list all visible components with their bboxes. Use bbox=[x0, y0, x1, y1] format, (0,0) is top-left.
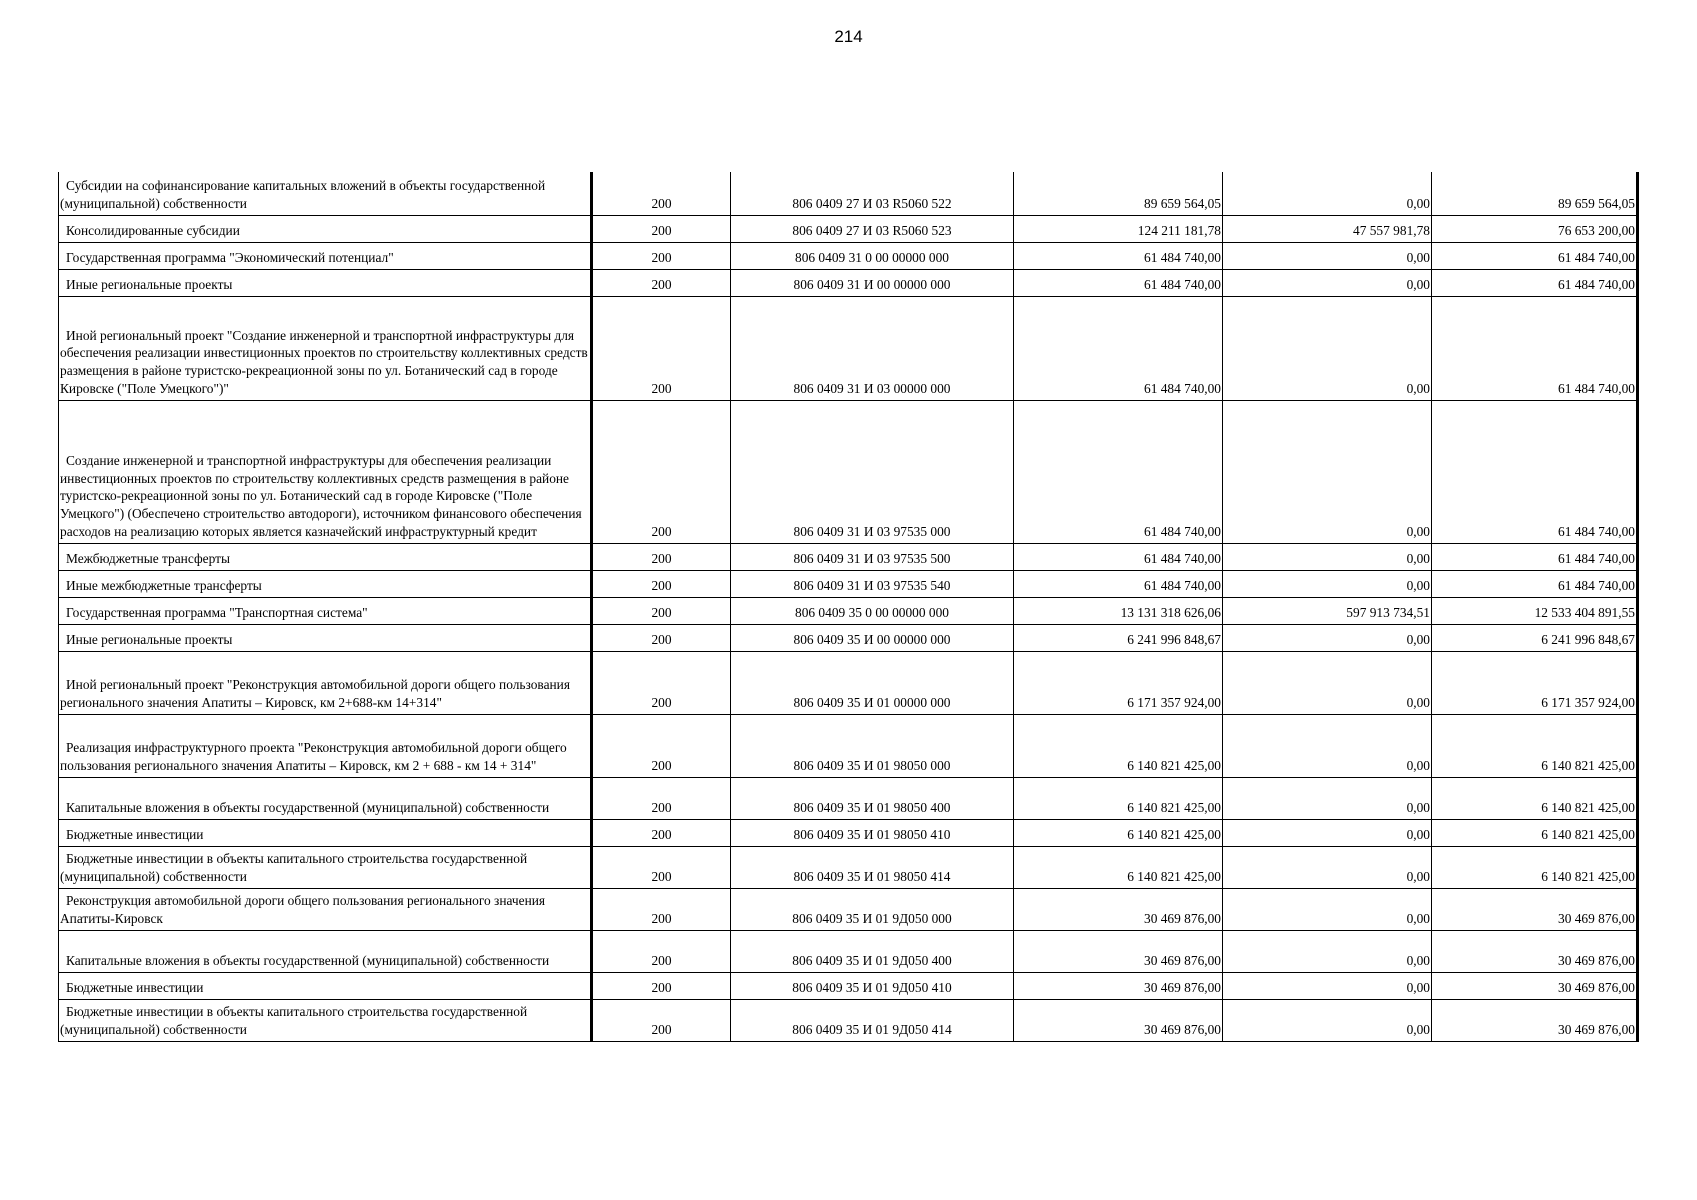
row-total: 61 484 740,00 bbox=[1432, 543, 1638, 570]
row-classification: 806 0409 27 И 03 R5060 522 bbox=[731, 172, 1014, 215]
row-name: Межбюджетные трансферты bbox=[59, 543, 592, 570]
row-amount: 61 484 740,00 bbox=[1014, 242, 1223, 269]
budget-table-body bbox=[59, 172, 1638, 1041]
row-total: 30 469 876,00 bbox=[1432, 972, 1638, 999]
table-row bbox=[59, 651, 1638, 714]
row-change: 0,00 bbox=[1223, 651, 1432, 714]
row-total: 61 484 740,00 bbox=[1432, 400, 1638, 543]
table-row bbox=[59, 972, 1638, 999]
row-total: 6 241 996 848,67 bbox=[1432, 624, 1638, 651]
row-code: 200 bbox=[592, 714, 731, 777]
row-amount: 6 171 357 924,00 bbox=[1014, 651, 1223, 714]
row-amount: 6 140 821 425,00 bbox=[1014, 777, 1223, 819]
row-name: Консолидированные субсидии bbox=[59, 215, 592, 242]
row-change: 0,00 bbox=[1223, 999, 1432, 1041]
row-amount: 124 211 181,78 bbox=[1014, 215, 1223, 242]
row-code: 200 bbox=[592, 819, 731, 846]
row-classification: 806 0409 35 И 01 9Д050 410 bbox=[731, 972, 1014, 999]
row-code: 200 bbox=[592, 269, 731, 296]
row-amount: 30 469 876,00 bbox=[1014, 930, 1223, 972]
table-row bbox=[59, 269, 1638, 296]
row-classification: 806 0409 35 0 00 00000 000 bbox=[731, 597, 1014, 624]
row-code: 200 bbox=[592, 888, 731, 930]
row-total: 61 484 740,00 bbox=[1432, 269, 1638, 296]
row-change: 0,00 bbox=[1223, 846, 1432, 888]
row-code: 200 bbox=[592, 972, 731, 999]
row-code: 200 bbox=[592, 651, 731, 714]
row-amount: 30 469 876,00 bbox=[1014, 888, 1223, 930]
table-row bbox=[59, 215, 1638, 242]
row-change: 0,00 bbox=[1223, 624, 1432, 651]
row-classification: 806 0409 35 И 00 00000 000 bbox=[731, 624, 1014, 651]
row-code: 200 bbox=[592, 597, 731, 624]
row-name: Бюджетные инвестиции bbox=[59, 972, 592, 999]
table-row bbox=[59, 819, 1638, 846]
row-total: 61 484 740,00 bbox=[1432, 570, 1638, 597]
table-row bbox=[59, 930, 1638, 972]
row-total: 76 653 200,00 bbox=[1432, 215, 1638, 242]
row-classification: 806 0409 35 И 01 9Д050 400 bbox=[731, 930, 1014, 972]
row-change: 0,00 bbox=[1223, 172, 1432, 215]
row-change: 0,00 bbox=[1223, 972, 1432, 999]
row-change: 0,00 bbox=[1223, 570, 1432, 597]
row-total: 30 469 876,00 bbox=[1432, 930, 1638, 972]
row-total: 61 484 740,00 bbox=[1432, 242, 1638, 269]
row-classification: 806 0409 35 И 01 98050 400 bbox=[731, 777, 1014, 819]
row-name: Капитальные вложения в объекты государственной (муниципальной) собственности bbox=[59, 777, 592, 819]
row-change: 0,00 bbox=[1223, 269, 1432, 296]
row-amount: 30 469 876,00 bbox=[1014, 999, 1223, 1041]
table-row bbox=[59, 296, 1638, 400]
row-amount: 6 140 821 425,00 bbox=[1014, 846, 1223, 888]
table-row bbox=[59, 624, 1638, 651]
row-classification: 806 0409 35 И 01 9Д050 414 bbox=[731, 999, 1014, 1041]
row-classification: 806 0409 31 0 00 00000 000 bbox=[731, 242, 1014, 269]
row-amount: 61 484 740,00 bbox=[1014, 296, 1223, 400]
table-row bbox=[59, 242, 1638, 269]
row-amount: 30 469 876,00 bbox=[1014, 972, 1223, 999]
row-total: 12 533 404 891,55 bbox=[1432, 597, 1638, 624]
row-change: 0,00 bbox=[1223, 400, 1432, 543]
row-name: Бюджетные инвестиции bbox=[59, 819, 592, 846]
row-amount: 61 484 740,00 bbox=[1014, 269, 1223, 296]
table-row bbox=[59, 400, 1638, 543]
row-change: 0,00 bbox=[1223, 714, 1432, 777]
row-amount: 6 241 996 848,67 bbox=[1014, 624, 1223, 651]
row-name: Бюджетные инвестиции в объекты капитального строительства государственной (муниципальной) собственности bbox=[59, 999, 592, 1041]
row-classification: 806 0409 31 И 03 97535 000 bbox=[731, 400, 1014, 543]
row-name: Государственная программа "Экономический потенциал" bbox=[59, 242, 592, 269]
row-name: Иные региональные проекты bbox=[59, 269, 592, 296]
row-total: 61 484 740,00 bbox=[1432, 296, 1638, 400]
row-classification: 806 0409 31 И 03 97535 540 bbox=[731, 570, 1014, 597]
row-change: 0,00 bbox=[1223, 777, 1432, 819]
row-change: 0,00 bbox=[1223, 930, 1432, 972]
row-amount: 61 484 740,00 bbox=[1014, 570, 1223, 597]
row-change: 0,00 bbox=[1223, 543, 1432, 570]
row-total: 6 140 821 425,00 bbox=[1432, 777, 1638, 819]
row-code: 200 bbox=[592, 543, 731, 570]
row-total: 30 469 876,00 bbox=[1432, 999, 1638, 1041]
row-classification: 806 0409 35 И 01 98050 414 bbox=[731, 846, 1014, 888]
row-code: 200 bbox=[592, 172, 731, 215]
row-name: Иные региональные проекты bbox=[59, 624, 592, 651]
row-name: Капитальные вложения в объекты государственной (муниципальной) собственности bbox=[59, 930, 592, 972]
row-name: Реконструкция автомобильной дороги общего пользования регионального значения Апатиты-Кировск bbox=[59, 888, 592, 930]
budget-table bbox=[58, 172, 1639, 1042]
table-row bbox=[59, 714, 1638, 777]
table-row bbox=[59, 888, 1638, 930]
row-name: Государственная программа "Транспортная система" bbox=[59, 597, 592, 624]
row-change: 0,00 bbox=[1223, 296, 1432, 400]
row-classification: 806 0409 27 И 03 R5060 523 bbox=[731, 215, 1014, 242]
row-code: 200 bbox=[592, 242, 731, 269]
table-row bbox=[59, 777, 1638, 819]
row-code: 200 bbox=[592, 930, 731, 972]
row-change: 0,00 bbox=[1223, 242, 1432, 269]
row-classification: 806 0409 31 И 03 97535 500 bbox=[731, 543, 1014, 570]
row-code: 200 bbox=[592, 215, 731, 242]
row-amount: 89 659 564,05 bbox=[1014, 172, 1223, 215]
table-row bbox=[59, 570, 1638, 597]
row-code: 200 bbox=[592, 999, 731, 1041]
row-classification: 806 0409 31 И 00 00000 000 bbox=[731, 269, 1014, 296]
row-change: 0,00 bbox=[1223, 819, 1432, 846]
row-total: 6 140 821 425,00 bbox=[1432, 819, 1638, 846]
row-name: Создание инженерной и транспортной инфраструктуры для обеспечения реализации инвестиционных проектов по строительству коллективных средств размещения в районе туристско-рекреационной зоны по ул. Ботанический сад в городе Кировске ("Поле Умецкого") (Обеспечено строительство автодороги), источником финансового обеспечения расходов на реализацию которых является казначейский инфраструктурный кредит bbox=[59, 400, 592, 543]
row-change: 47 557 981,78 bbox=[1223, 215, 1432, 242]
table-row bbox=[59, 597, 1638, 624]
table-row bbox=[59, 846, 1638, 888]
row-amount: 6 140 821 425,00 bbox=[1014, 819, 1223, 846]
row-amount: 6 140 821 425,00 bbox=[1014, 714, 1223, 777]
row-classification: 806 0409 35 И 01 00000 000 bbox=[731, 651, 1014, 714]
row-code: 200 bbox=[592, 846, 731, 888]
row-code: 200 bbox=[592, 777, 731, 819]
row-change: 0,00 bbox=[1223, 888, 1432, 930]
table-row bbox=[59, 999, 1638, 1041]
row-classification: 806 0409 35 И 01 98050 410 bbox=[731, 819, 1014, 846]
row-classification: 806 0409 35 И 01 9Д050 000 bbox=[731, 888, 1014, 930]
row-amount: 13 131 318 626,06 bbox=[1014, 597, 1223, 624]
table-row bbox=[59, 543, 1638, 570]
row-amount: 61 484 740,00 bbox=[1014, 400, 1223, 543]
row-name: Иной региональный проект "Создание инженерной и транспортной инфраструктуры для обеспечения реализации инвестиционных проектов по строительству коллективных средств размещения в районе туристско-рекреационной зоны по ул. Ботанический сад в городе Кировске ("Поле Умецкого")" bbox=[59, 296, 592, 400]
row-total: 6 140 821 425,00 bbox=[1432, 714, 1638, 777]
row-change: 597 913 734,51 bbox=[1223, 597, 1432, 624]
row-code: 200 bbox=[592, 624, 731, 651]
row-code: 200 bbox=[592, 570, 731, 597]
row-total: 6 171 357 924,00 bbox=[1432, 651, 1638, 714]
row-name: Субсидии на софинансирование капитальных вложений в объекты государственной (муниципальной) собственности bbox=[59, 172, 592, 215]
page-number: 214 bbox=[834, 27, 863, 46]
row-code: 200 bbox=[592, 296, 731, 400]
row-amount: 61 484 740,00 bbox=[1014, 543, 1223, 570]
row-total: 30 469 876,00 bbox=[1432, 888, 1638, 930]
row-code: 200 bbox=[592, 400, 731, 543]
row-name: Бюджетные инвестиции в объекты капитального строительства государственной (муниципальной) собственности bbox=[59, 846, 592, 888]
row-name: Иной региональный проект "Реконструкция автомобильной дороги общего пользования регионального значения Апатиты – Кировск, км 2+688-км 14+314" bbox=[59, 651, 592, 714]
row-classification: 806 0409 31 И 03 00000 000 bbox=[731, 296, 1014, 400]
row-total: 6 140 821 425,00 bbox=[1432, 846, 1638, 888]
row-name: Реализация инфраструктурного проекта "Реконструкция автомобильной дороги общего пользования регионального значения Апатиты – Кировск, км 2 + 688 - км 14 + 314" bbox=[59, 714, 592, 777]
row-classification: 806 0409 35 И 01 98050 000 bbox=[731, 714, 1014, 777]
row-total: 89 659 564,05 bbox=[1432, 172, 1638, 215]
table-row bbox=[59, 172, 1638, 215]
row-name: Иные межбюджетные трансферты bbox=[59, 570, 592, 597]
